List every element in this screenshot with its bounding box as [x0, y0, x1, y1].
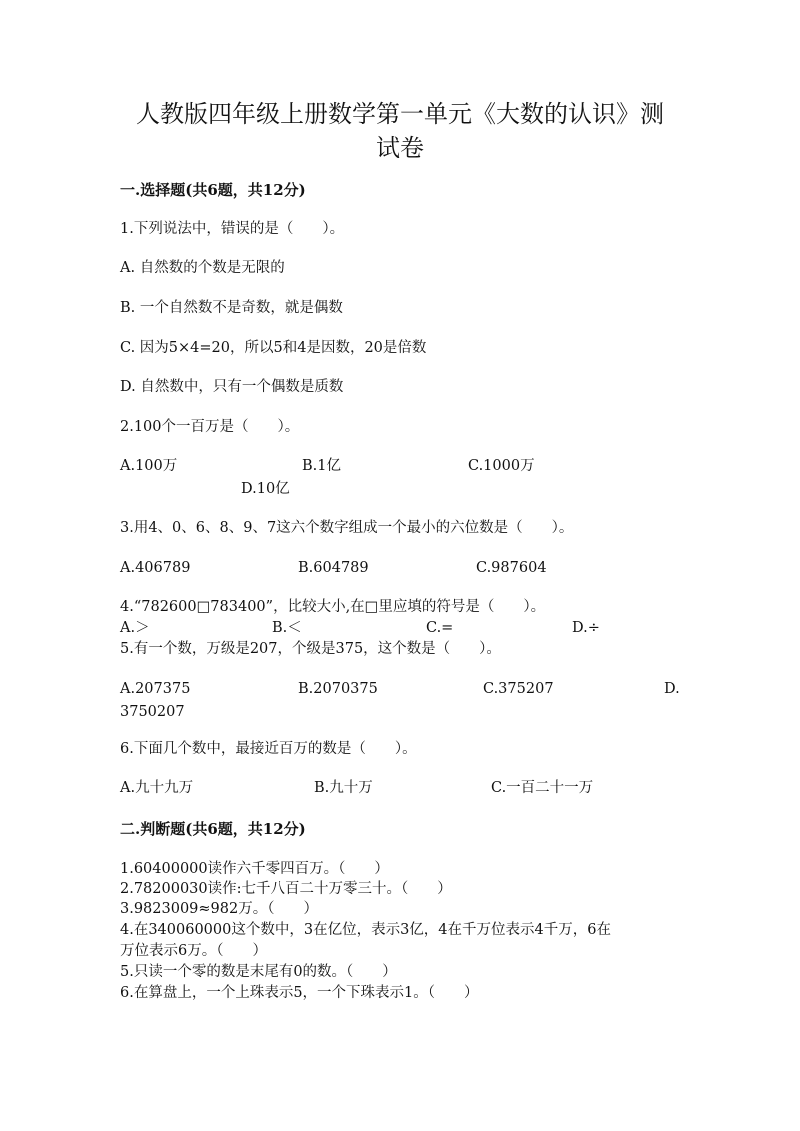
question-4-option-a: A.＞ [120, 620, 150, 636]
section-heading-judgment: 二.判断题(共6题，共12分) [120, 820, 306, 838]
question-1-option-a: A. 自然数的个数是无限的 [120, 260, 285, 276]
question-4-option-c: C.= [426, 620, 454, 636]
exam-title-line1: 人教版四年级上册数学第一单元《大数的认识》测 [136, 100, 664, 128]
question-2-option-c: C.1000万 [468, 458, 535, 474]
question-1-option-d: D. 自然数中，只有一个偶数是质数 [120, 379, 344, 395]
question-4: 4.“782600□783400”，比较大小,在□里应填的符号是（ ）。 [120, 599, 546, 615]
question-2-option-b: B.1亿 [302, 458, 341, 474]
judgment-item-4-line1: 4.在340060000这个数中，3在亿位，表示3亿，4在千万位表示4千万，6在 [120, 922, 611, 938]
judgment-item-4-line2: 万位表示6万。（ ） [120, 943, 267, 959]
judgment-item-5: 5.只读一个零的数是末尾有0的数。（ ） [120, 964, 397, 980]
question-3-option-c: C.987604 [476, 560, 547, 576]
judgment-item-3: 3.9823009≈982万。（ ） [120, 901, 318, 917]
question-5-option-d-value: 3750207 [120, 704, 185, 720]
question-5-option-c: C.375207 [483, 681, 554, 697]
question-4-option-b: B.＜ [272, 620, 302, 636]
question-5-option-d-prefix: D. [664, 681, 680, 697]
question-6: 6.下面几个数中，最接近百万的数是（ ）。 [120, 741, 417, 757]
judgment-item-6: 6.在算盘上，一个上珠表示5，一个下珠表示1。（ ） [120, 985, 479, 1001]
section-heading-choice: 一.选择题(共6题，共12分) [120, 181, 306, 199]
question-6-option-c: C.一百二十一万 [491, 780, 594, 796]
question-6-option-b: B.九十万 [314, 780, 373, 796]
question-2-option-d: D.10亿 [241, 481, 290, 497]
judgment-item-2: 2.78200030读作:七千八百二十万零三十。（ ） [120, 881, 452, 897]
question-1: 1.下列说法中，错误的是（ ）。 [120, 221, 345, 237]
question-5-option-a: A.207375 [120, 681, 191, 697]
question-3-option-b: B.604789 [298, 560, 369, 576]
question-2: 2.100个一百万是（ ）。 [120, 419, 300, 435]
question-1-option-b: B. 一个自然数不是奇数，就是偶数 [120, 300, 343, 316]
question-4-option-d: D.÷ [572, 620, 600, 636]
exam-title-line2: 试卷 [376, 134, 424, 162]
question-2-option-a: A.100万 [120, 458, 178, 474]
question-1-option-c: C. 因为5×4=20，所以5和4是因数，20是倍数 [120, 340, 427, 356]
judgment-item-1: 1.60400000读作六千零四百万。（ ） [120, 861, 389, 877]
question-5-option-b: B.2070375 [298, 681, 378, 697]
question-3-option-a: A.406789 [120, 560, 191, 576]
question-6-option-a: A.九十九万 [120, 780, 194, 796]
question-3: 3.用4、0、6、8、9、7这六个数字组成一个最小的六位数是（ ）。 [120, 520, 574, 536]
question-5: 5.有一个数，万级是207，个级是375，这个数是（ ）。 [120, 641, 501, 657]
